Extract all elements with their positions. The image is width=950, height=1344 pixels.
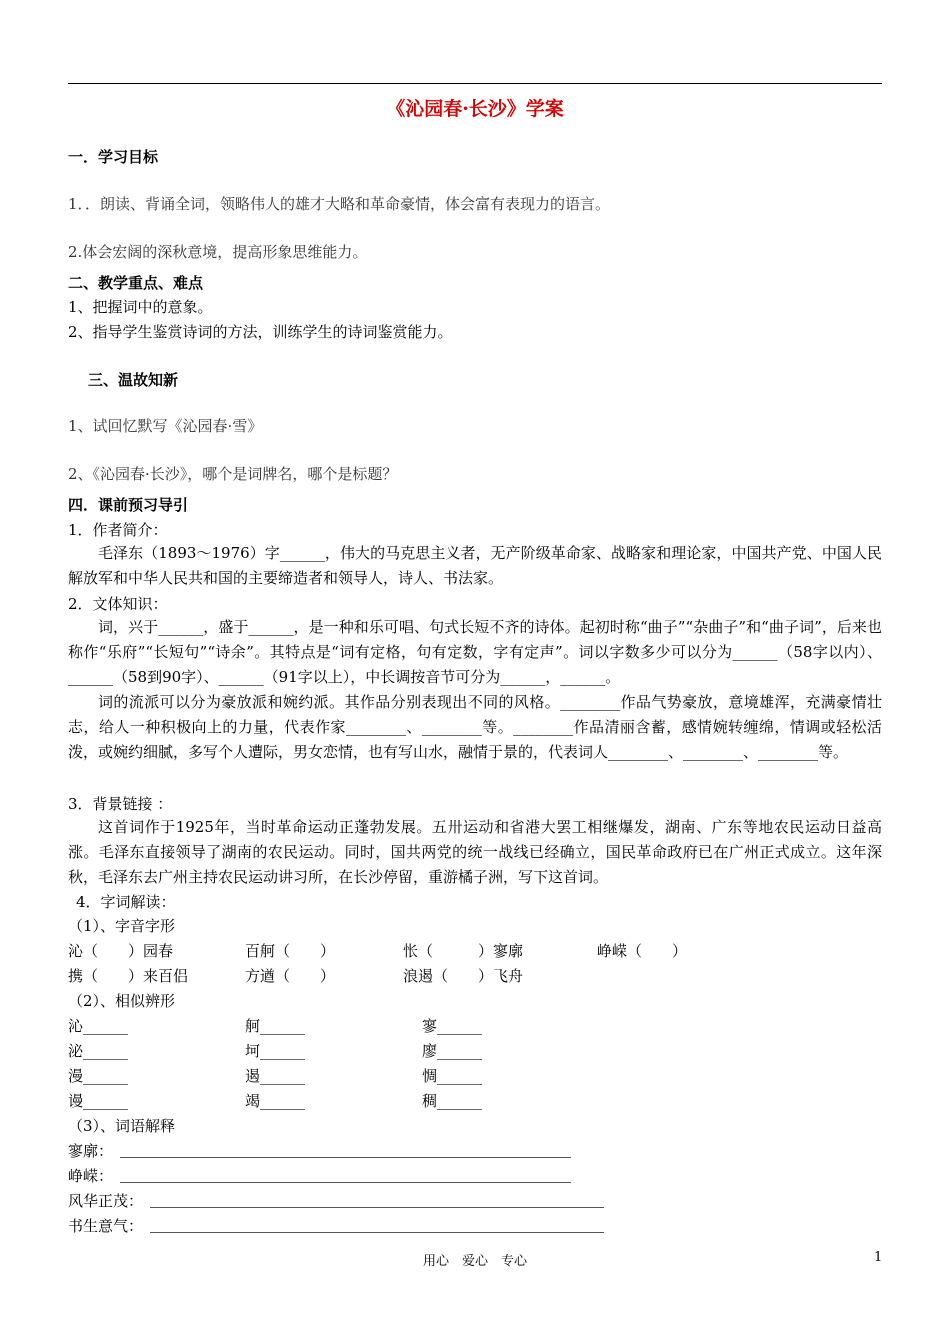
background-paragraph bbox=[68, 815, 882, 890]
pron-r2-c1: 携（ ）来百侣 bbox=[68, 967, 189, 985]
author-paragraph bbox=[68, 541, 882, 591]
section-2-heading: 二、教学重点、难点 bbox=[68, 274, 204, 292]
answer-line bbox=[150, 1232, 604, 1233]
section-3-heading: 三、温故知新 bbox=[88, 371, 179, 389]
similar-r1-c1: 沁______ bbox=[68, 1017, 129, 1035]
explain-label: （3）、词语解释 bbox=[68, 1117, 176, 1135]
similar-r2-c3: 廖______ bbox=[422, 1042, 483, 1060]
section-4-heading: 四．课前预习导引 bbox=[68, 496, 189, 514]
genre-text-2: 词的流派可以分为豪放派和婉约派。其作品分别表现出不同的风格。________作品气势豪放，意境雄浑，充满豪情壮志，给人一种积极向上的力量，代表作家________、________等。________作品清丽含蓄，感情婉转缠绵，情调或轻松活泼，或婉约细腻，多写个人遭际，男女恋情，也有写山水，融情于景的，代表词人________、________、________等。 bbox=[68, 693, 882, 761]
pron-r1-c3: 怅（ ）寥廓 bbox=[403, 942, 524, 960]
section-3-item-2: 2、《沁园春·长沙》，哪个是词牌名，哪个是标题？ bbox=[68, 465, 398, 483]
pron-r2-c2: 方遒（ ） bbox=[245, 967, 336, 985]
similar-r2-c2: 坷______ bbox=[245, 1042, 306, 1060]
section-2-item-1: 1、把握词中的意象。 bbox=[68, 298, 213, 316]
pron-r1-c1: 沁（ ）园春 bbox=[68, 942, 174, 960]
similar-r1-c3: 寥______ bbox=[422, 1017, 483, 1035]
author-label: 1．作者简介： bbox=[68, 521, 168, 539]
header-rule bbox=[68, 83, 882, 84]
similar-r1-c2: 舸______ bbox=[245, 1017, 306, 1035]
section-1-item-2: 2.体会宏阔的深秋意境，提高形象思维能力。 bbox=[68, 243, 368, 261]
pron-r2-c3: 浪遏（ ）飞舟 bbox=[403, 967, 524, 985]
genre-paragraph-1 bbox=[68, 615, 882, 690]
genre-label: 2．文体知识： bbox=[68, 595, 168, 613]
answer-line bbox=[120, 1182, 571, 1183]
genre-paragraph-2 bbox=[68, 690, 882, 765]
explain-term-4: 书生意气： bbox=[68, 1217, 144, 1235]
similar-label: （2）、相似辨形 bbox=[68, 992, 176, 1010]
similar-r3-c3: 惆______ bbox=[422, 1067, 483, 1085]
similar-r4-c3: 稠______ bbox=[422, 1092, 483, 1110]
section-1-item-1: 1．．朗读、背诵全词，领略伟人的雄才大略和革命豪情，体会富有表现力的语言。 bbox=[68, 195, 611, 213]
background-text: 这首词作于1925年，当时革命运动正蓬勃发展。五卅运动和省港大罢工相继爆发，湖南、广东等地农民运动日益高涨。毛泽东直接领导了湖南的农民运动。同时，国共两党的统一战线已经确立，国民革命政府已在广州正式成立。这年深秋，毛泽东去广州主持农民运动讲习所，在长沙停留，重游橘子洲，写下这首词。 bbox=[68, 818, 882, 886]
section-3-item-1: 1、试回忆默写《沁园春·雪》 bbox=[68, 417, 263, 435]
section-2-item-2: 2、指导学生鉴赏诗词的方法，训练学生的诗词鉴赏能力。 bbox=[68, 323, 453, 341]
genre-text-1: 词，兴于______，盛于______，是一种和乐可唱、句式长短不齐的诗体。起初时称“曲子”“杂曲子”和“曲子词”，后来也称作“乐府”“长短句”“诗余”。其特点是“词有定格，句有定数，字有定声”。词以字数多少可以分为______（58字以内）、______（58到90字）、______（91字以上），中长调按音节可分为______，______。 bbox=[68, 618, 882, 686]
explain-term-3: 风华正茂： bbox=[68, 1192, 144, 1210]
similar-r3-c2: 遏______ bbox=[245, 1067, 306, 1085]
page-number: 1 bbox=[874, 1250, 883, 1265]
similar-r3-c1: 漫______ bbox=[68, 1067, 129, 1085]
footer-motto: 用心 爱心 专心 bbox=[422, 1254, 527, 1269]
explain-term-2: 峥嵘： bbox=[68, 1167, 114, 1185]
pron-r1-c2: 百舸（ ） bbox=[245, 942, 336, 960]
similar-r2-c1: 泌______ bbox=[68, 1042, 129, 1060]
explain-term-1: 寥廓： bbox=[68, 1142, 114, 1160]
background-label: 3．背景链接 ： bbox=[68, 795, 173, 813]
pron-r1-c4: 峥嵘（ ） bbox=[597, 942, 688, 960]
similar-r4-c2: 竭______ bbox=[245, 1092, 306, 1110]
words-label: 4．字词解读： bbox=[76, 893, 176, 911]
pronunciation-label: （1）、字音字形 bbox=[68, 917, 176, 935]
document-title: 《沁园春·长沙》学案 bbox=[386, 98, 564, 120]
similar-r4-c1: 谩______ bbox=[68, 1092, 129, 1110]
answer-line bbox=[120, 1157, 571, 1158]
author-text: 毛泽东（1893～1976）字______，伟大的马克思主义者，无产阶级革命家、战略家和理论家，中国共产党、中国人民解放军和中华人民共和国的主要缔造者和领导人，诗人、书法家。 bbox=[68, 544, 882, 587]
answer-line bbox=[150, 1207, 604, 1208]
section-1-heading: 一．学习目标 bbox=[68, 148, 159, 166]
